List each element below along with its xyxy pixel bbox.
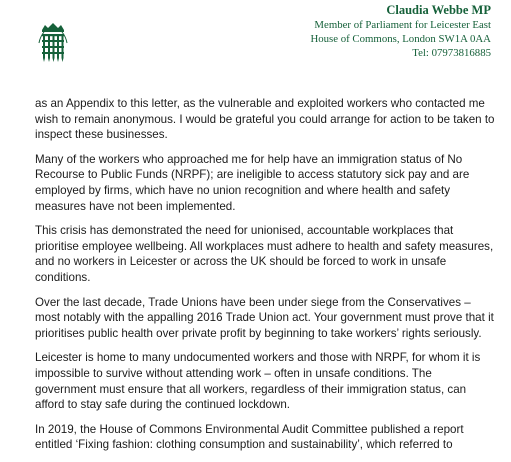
mp-address: House of Commons, London SW1A 0AA	[310, 33, 491, 45]
paragraph: Many of the workers who approached me for help have an immigration status of No Recourse to Public Funds (NRPF); are ineligible to access statutory sick pay and are employed by firms, which have no union recognition and where health and safety measures have not been implemented.	[35, 152, 470, 213]
portcullis-icon	[36, 23, 70, 63]
paragraph: Leicester is home to many undocumented workers and those with NRPF, for whom it is impossible to survive without attending work – often in unsafe conditions. The government must ensure that all workers, regardless of their immigration status, can afford to stay safe during the continued lockdown.	[35, 351, 481, 412]
mp-role: Member of Parliament for Leicester East	[314, 19, 491, 31]
paragraph: as an Appendix to this letter, as the vulnerable and exploited workers who contacted me wish to remain anonymous. I would be grateful you could arrange for action to be taken to inspect these businesses.	[35, 97, 495, 142]
paragraph: Over the last decade, Trade Unions have been under siege from the Conservatives – most notably with the appalling 2016 Trade Union act. Your government must prove that it prioritises public health over private profit by beginning to take workers’ rights seriously.	[35, 295, 494, 340]
paragraph: This crisis has demonstrated the need for unionised, accountable workplaces that prioritise employee wellbeing. All workplaces must adhere to health and safety measures, and no workers in Leicester or across the UK should be forced to work in unsafe conditions.	[35, 224, 494, 284]
letterhead	[0, 0, 511, 90]
paragraph: In 2019, the House of Commons Environmental Audit Committee published a report entitled ‘Fixing fashion: clothing consumption and sustainability’, which referred to	[35, 422, 464, 452]
mp-name: Claudia Webbe MP	[386, 3, 491, 17]
letter-body	[35, 96, 495, 462]
mp-telephone: Tel: 07973816885	[412, 47, 491, 59]
mp-contact-block	[310, 3, 491, 60]
